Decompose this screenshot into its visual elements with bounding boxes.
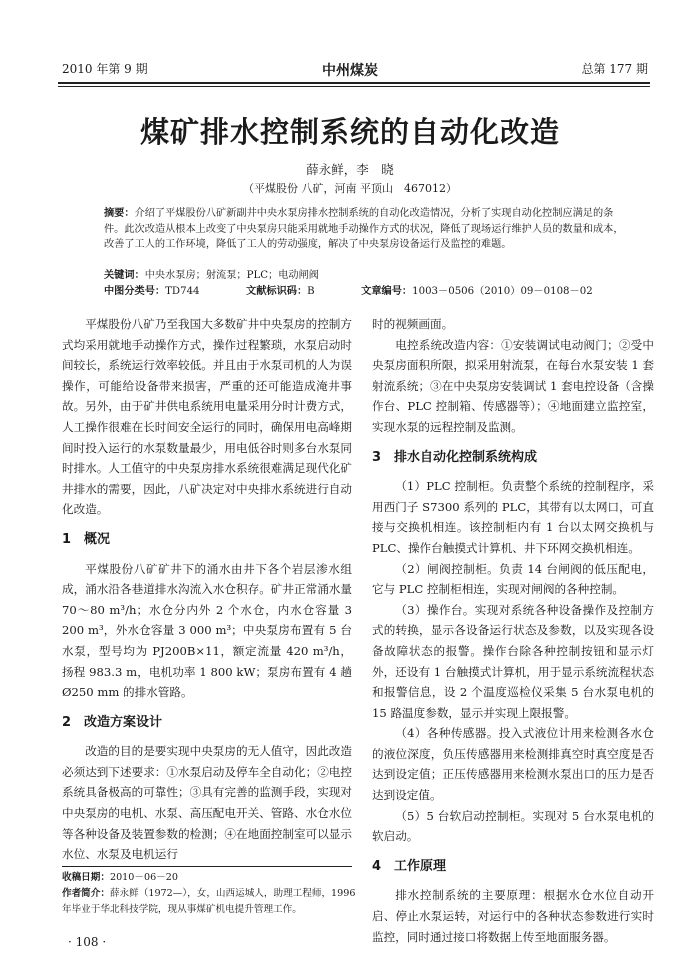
author-bio-text: 薛永鲜（1972—），女，山西运城人，助理工程师，1996 年毕业于华北科技学院，现从事煤矿机电提升管理工作。 <box>62 888 356 915</box>
section-4-paragraph: 排水控制系统的主要原理：根据水仓水位自动开启、停止水泵运转，对运行中的各种状态参数进行实时监控，同时通过接口将数据上传至地面服务器。 <box>372 888 654 944</box>
doc-code-label: 文献标识码： <box>246 286 308 297</box>
header-rule <box>58 82 650 84</box>
item-sensors: （4）各种传感器。投入式液位计用来检测各水仓的液位深度，负压传感器用来检测排真空时真空度是否达到设定值；正压传感器用来检测水泵出口的压力是否达到设定值。 <box>372 726 654 803</box>
header-rule-thin <box>58 86 650 87</box>
author-bio <box>62 886 362 918</box>
keywords <box>104 268 624 284</box>
abstract-label: 摘要： <box>104 208 135 219</box>
right-column <box>372 314 654 947</box>
section-2-heading: 2 改造方案设计 <box>62 714 163 730</box>
doc-code: B <box>307 286 315 297</box>
received-date <box>62 870 362 886</box>
continued-text: 时的视频画面。 <box>372 317 454 331</box>
received-label: 收稿日期： <box>62 872 110 883</box>
section-3-heading: 3 排水自动化控制系统构成 <box>372 449 538 465</box>
item-console: （3）操作台。实现对系统各种设备操作及控制方式的转换，显示各设备运行状态及参数，以及实现各设备故障状态的报警。操作台除各种控制按钮和显示灯外，还设有 1 台触摸式计算机，用于显示系统流程状态和报警信息，设 2 个温度巡检仪采集 5 台水泵电机的 15 路温度参数，显示并实现上限报警。 <box>372 602 654 720</box>
section-1-heading: 1 概况 <box>62 531 111 547</box>
article-title: 煤矿排水控制系统的自动化改造 <box>139 115 560 149</box>
item-soft-start: （5）5 台软启动控制柜。实现对 5 台水泵电机的软启动。 <box>372 808 654 844</box>
section-4-heading: 4 工作原理 <box>372 858 447 874</box>
retrofit-contents-paragraph: 电控系统改造内容：①安装调试电动阀门；②受中央泵房面积所限，拟采用射流泵，在每台水泵安装 1 套射流系统；③在中央泵房安装调试 1 套电控设备（含操作台、PLC 控制箱、传感器等）；④地面建立监控室，实现水泵的远程控制及监测。 <box>372 337 654 434</box>
page-number: · 108 · <box>68 935 107 949</box>
article-no-label: 文章编号： <box>361 286 413 297</box>
item-plc-cabinet: （1）PLC 控制柜。负责整个系统的控制程序，采用西门子 S7300 系列的 PLC，其带有以太网口，可直接与交换机相连。该控制柜内有 1 台以太网交换机与 PLC、操作台触摸式计算机、井下环网交换机相连。 <box>372 479 654 555</box>
author-bio-label: 作者简介： <box>62 888 110 899</box>
total-issue-label: 总第 177 期 <box>581 62 648 76</box>
affiliation: （平煤股份 八矿，河南 平顶山 467012） <box>243 182 457 195</box>
section-2-paragraph: 改造的目的是要实现中央泵房的无人值守，因此改造必须达到下述要求：①水泵启动及停车全自动化；②电控系统具备极高的可靠性；③具有完善的监测手段，实现对中央泵房的电机、水泵、高压配电开关、管路、水仓水位等各种设备及装置参数的检测；④在地面控制室可以显示水位、水泵及电机运行 <box>62 744 352 862</box>
keywords-label: 关键词： <box>104 270 145 281</box>
issue-label: 2010 年第 9 期 <box>62 62 148 76</box>
classification-line <box>104 284 644 300</box>
left-column <box>62 314 352 865</box>
authors: 薛永鲜，李 晓 <box>306 162 394 177</box>
article-no: 1003－0506（2010）09－0108－02 <box>412 286 593 297</box>
item-valve-cabinet: （2）闸阀控制柜。负责 14 台闸阀的低压配电，它与 PLC 控制柜相连，实现对闸阀的各种控制。 <box>372 561 654 597</box>
keywords-text: 中央水泵房；射流泵；PLC；电动闸阀 <box>144 270 319 281</box>
clc-code: TD744 <box>165 286 200 297</box>
abstract <box>104 206 624 253</box>
received-value: 2010－06－20 <box>109 872 178 883</box>
section-1-paragraph: 平煤股份八矿矿井下的涌水由井下各个岩层渗水组成，涌水沿各巷道排水沟流入水仓积存。矿井正常涌水量 70～80 m³/h；水仓分内外 2 个水仓，内水仓容量 3 200 m³，外水仓容量 3 000 m³；中央泵房布置有 5 台水泵，型号均为 PJ200B×11，额定流量 420 m³/h，扬程 983.3 m，电机功率 1 800 kW；泵房布置有 4 趟Ø250 mm 的排水管路。 <box>62 561 352 700</box>
intro-paragraph: 平煤股份八矿乃至我国大多数矿井中央泵房的控制方式均采用就地手动操作方式，操作过程繁琐，水泵启动时间较长，系统运行效率较低。并且由于水泵司机的人为误操作，可能给设备带来损害，严重的还可能造成淹井事故。另外，由于矿井供电系统用电量采用分时计费方式，人工操作很难在长时间安全运行的同时，确保用电高峰期间时投入运行的水泵数量最少，用电低谷时则多台水泵同时排水。人工值守的中央泵房排水系统很难满足现代化矿井排水的需要，因此，八矿决定对中央排水系统进行自动化改造。 <box>62 317 352 517</box>
footnote-rule <box>62 866 352 867</box>
journal-name: 中州煤炭 <box>322 63 378 79</box>
abstract-text: 介绍了平煤股份八矿新副井中央水泵房排水控制系统的自动化改造情况，分析了实现自动化控制应满足的条件。此次改造从根本上改变了中央泵房只能采用就地手动操作方式的状况，降低了现场运行维护人员的数量和成本，改善了工人的工作环境，降低了工人的劳动强度，解决了中央泵房设备运行及监控的难题。 <box>104 208 624 250</box>
clc-label: 中图分类号： <box>104 286 166 297</box>
